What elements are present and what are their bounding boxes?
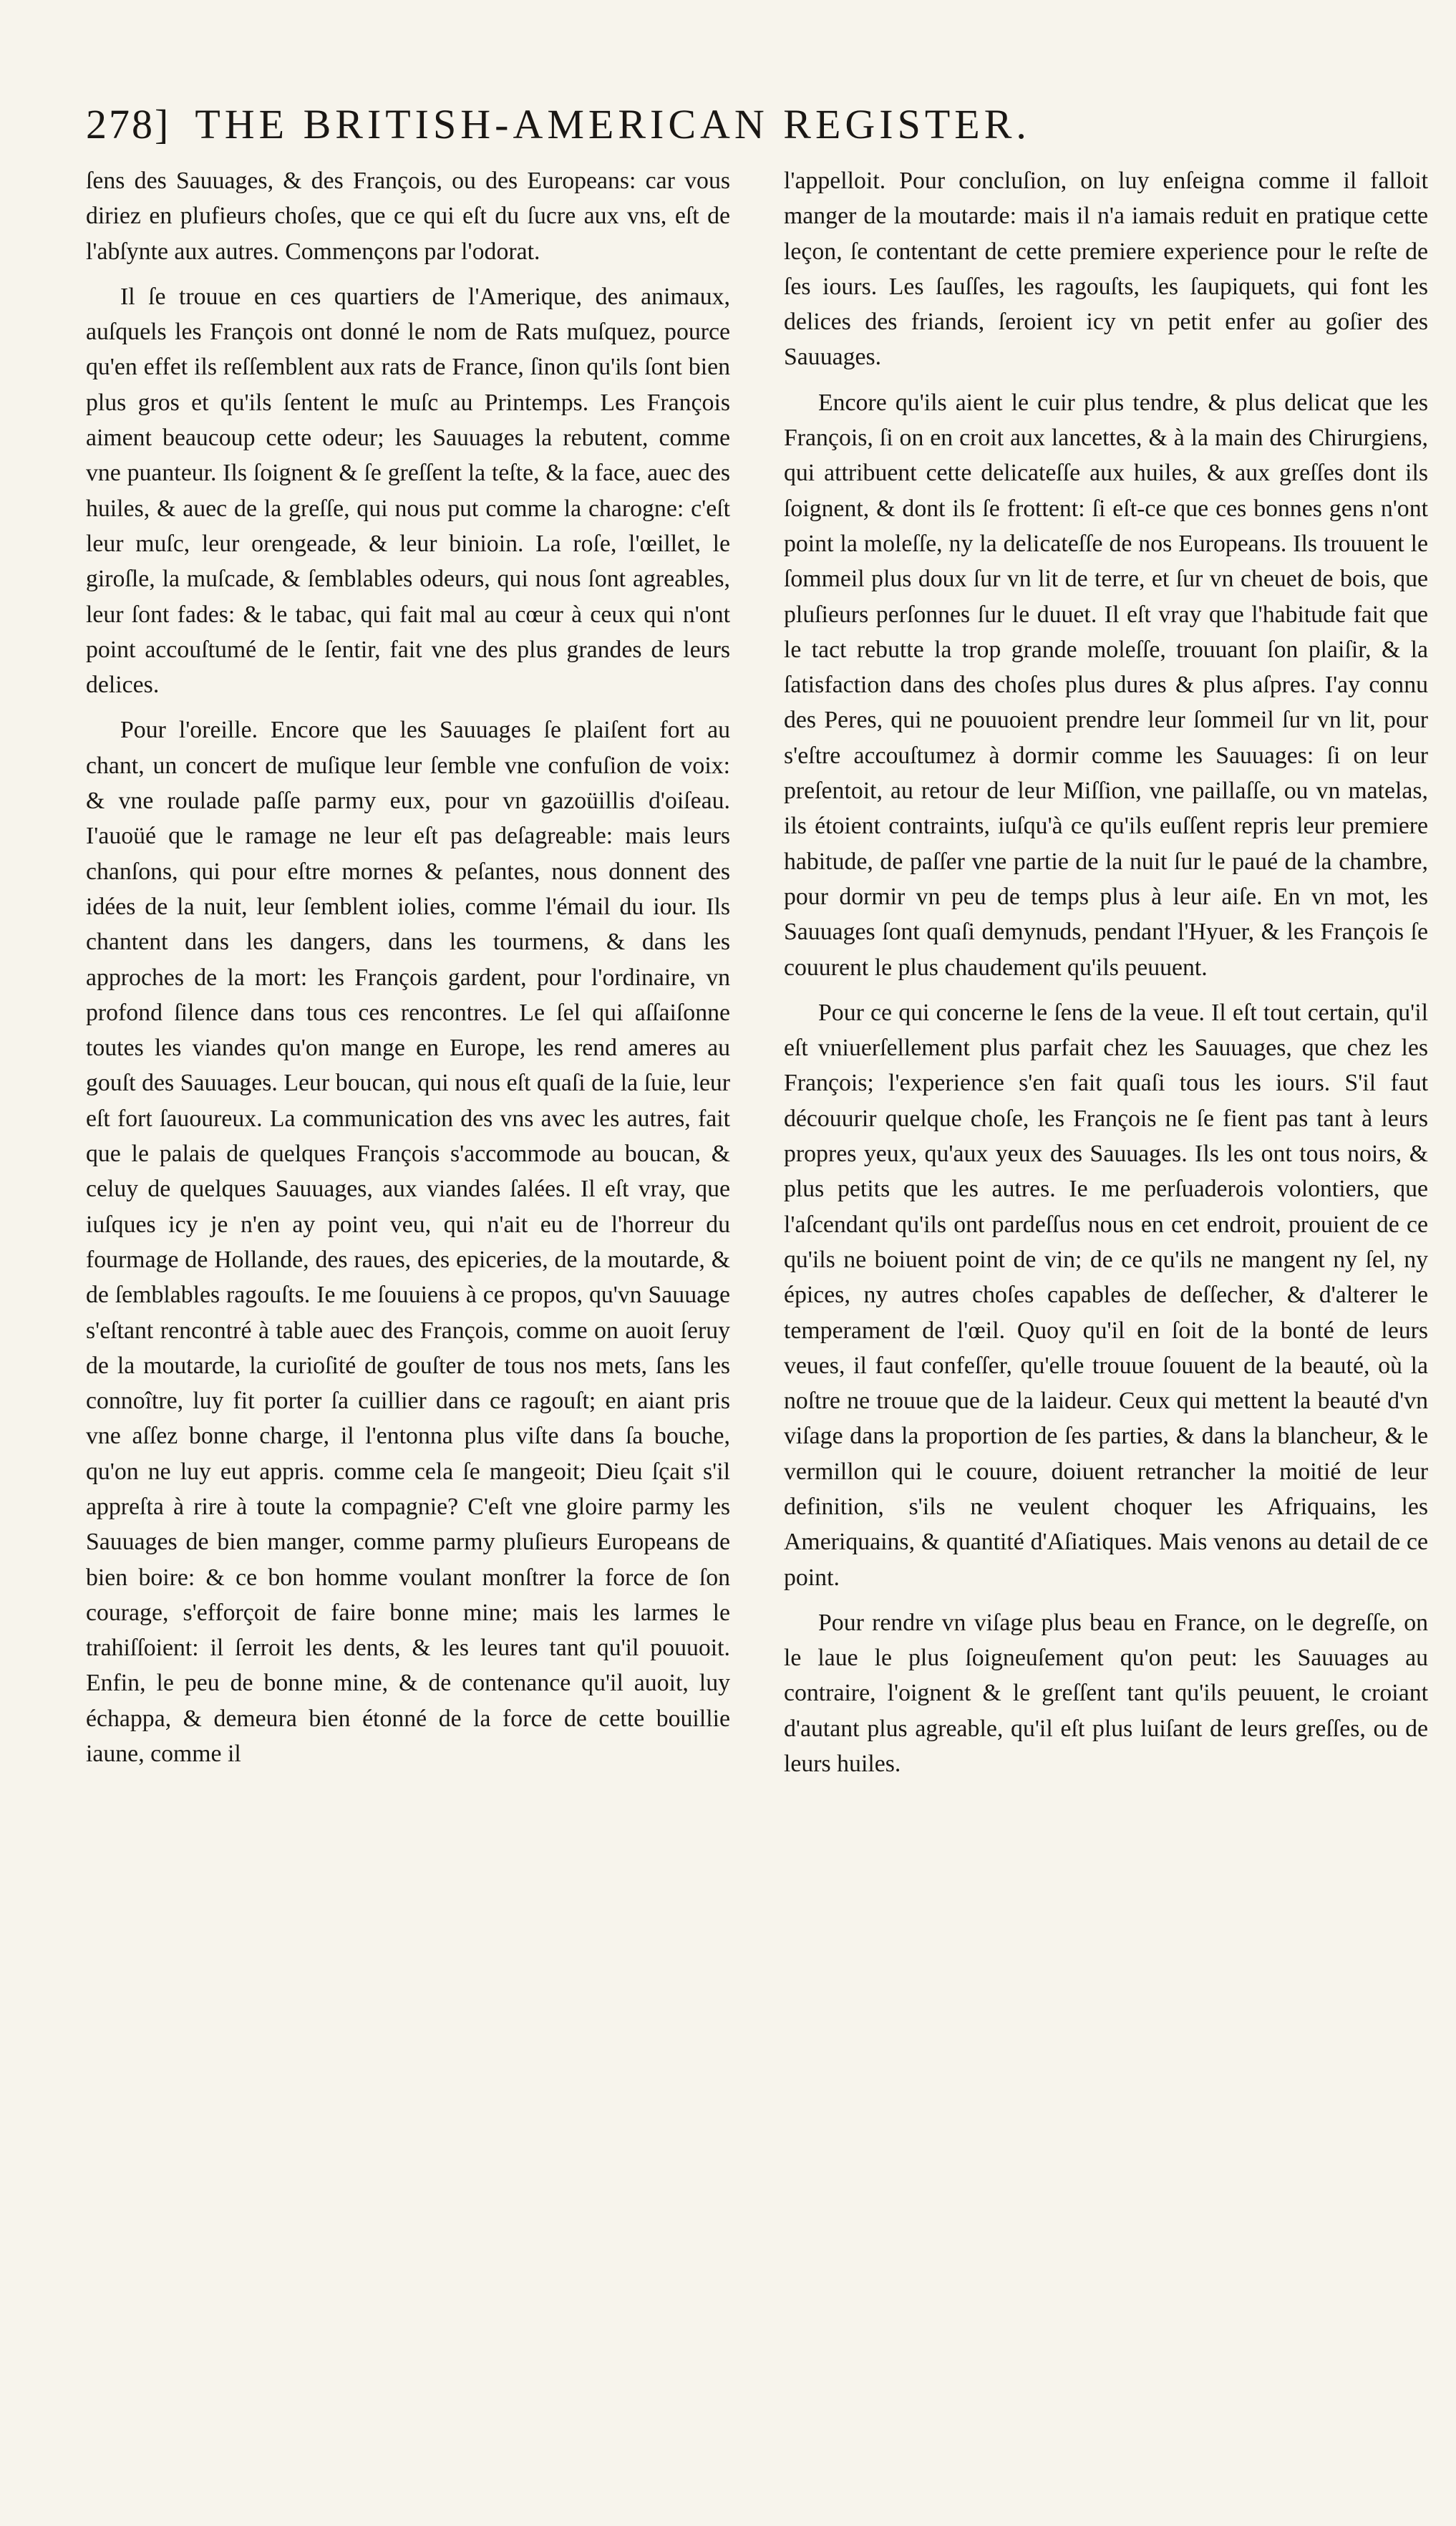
left-column bbox=[86, 163, 730, 1771]
paragraph: Encore qu'ils aient le cuir plus tendre, & plus delicat que les François, ſi on en croit aux lancettes, & à la main des Chirurgiens, qui attribuent cette delicateſſe aux huiles, & aux greſſes dont ils ſoignent, & dont ils ſe frottent: ſi eſt-ce que ces bonnes gens n'ont point la moleſſe, ny la delicateſſe de nos Europeans. Ils trouuent le ſommeil plus doux ſur vn lit de terre, et ſur vn cheuet de bois, que pluſieurs perſonnes ſur le duuet. Il eſt vray que l'habitude fait que le tact rebutte la trop grande moleſſe, trouuant ſon plaiſir, & la ſatisfaction dans des choſes plus dures & plus aſpres. I'ay connu des Peres, qui ne pouuoient prendre leur ſommeil ſur vn lit, pour s'eſtre accouſtumez à dormir comme les Sauuages: ſi on leur preſentoit, au retour de leur Miſſion, vne paillaſſe, ou vn matelas, ils étoient contraints, iuſqu'à ce qu'ils euſſent repris leur premiere habitude, de paſſer vne partie de la nuit ſur le paué de la chambre, pour dormir vn peu de temps plus à leur aiſe. En vn mot, les Sauuages ſont quaſi demynuds, pendant l'Hyuer, & les François ſe couurent le plus chaudement qu'ils peuuent. bbox=[784, 389, 1428, 981]
page-number: 278] bbox=[86, 101, 171, 147]
running-title: THE BRITISH-AMERICAN REGISTER. bbox=[195, 101, 1031, 147]
paragraph: Pour ce qui concerne le ſens de la veue. Il eſt tout certain, qu'il eſt vniuerſellement plus parfait chez les Sauuages, que chez les François; l'experience s'en fait quaſi tous les iours. S'il faut découurir quelque choſe, les François ne ſe fient pas tant à leurs propres yeux, qu'aux yeux des Sauuages. Ils les ont tous noirs, & plus petits que les autres. Ie me perſuaderois volontiers, que l'aſcendant qu'ils ont pardeſſus nous en cet endroit, prouient de ce qu'ils ne boiuent point de vin; de ce qu'ils ne mangent ny ſel, ny épices, ny autres choſes capables de deſſecher, & d'alterer le temperament de l'œil. Quoy qu'il en ſoit de la bonté de leurs veues, il faut confeſſer, qu'elle trouue ſouuent de la beauté, où la noſtre ne trouue que de la laideur. Ceux qui mettent la beauté d'vn viſage dans la proportion de ſes parties, & dans la blancheur, & le vermillon qui le couure, doiuent retrancher la moitié de leur definition, s'ils ne veulent choquer les Afriquains, les Ameriquains, & quantité d'Aſiatiques. Mais venons au detail de ce point. bbox=[784, 999, 1428, 1591]
paragraph: l'appelloit. Pour concluſion, on luy enſeigna comme il falloit manger de la moutarde: mais il n'a iamais reduit en pratique cette leçon, ſe contentant de cette premiere experience pour le reſte de ſes iours. Les ſauſſes, les ragouſts, les ſaupiquets, qui font les delices des friands, ſeroient icy vn petit enfer au goſier des Sauuages. bbox=[784, 168, 1428, 371]
paragraph: ſens des Sauuages, & des François, ou des Europeans: car vous diriez en plufieurs choſes, que ce qui eſt du ſucre aux vns, eſt de l'abſynte aux autres. Commençons par l'odorat. bbox=[86, 168, 730, 265]
page-header bbox=[86, 100, 1231, 158]
right-column bbox=[784, 163, 1428, 1781]
paragraph: Pour rendre vn viſage plus beau en France, on le degreſſe, on le laue le plus ſoigneuſement qu'on peut: les Sauuages au contraire, l'oignent & le greſſent tant qu'ils peuuent, le croiant d'autant plus agreable, qu'il eſt plus luiſant de leurs greſſes, ou de leurs huiles. bbox=[784, 1609, 1428, 1778]
paragraph: Il ſe trouue en ces quartiers de l'Amerique, des animaux, auſquels les François ont donné le nom de Rats muſquez, pource qu'en effet ils reſſemblent aux rats de France, ſinon qu'ils ſont bien plus gros et qu'ils ſentent le muſc au Printemps. Les François aiment beaucoup cette odeur; les Sauuages la rebutent, comme vne puanteur. Ils ſoignent & ſe greſſent la teſte, & la face, auec des huiles, & auec de la greſſe, qui nous put comme la charogne: c'eſt leur muſc, leur orengeade, & leur binioin. La roſe, l'œillet, le giroſle, la muſcade, & ſemblables odeurs, qui nous ſont agreables, leur ſont fades: & le tabac, qui fait mal au cœur à ceux qui n'ont point accouſtumé de le ſentir, fait vne des plus grandes de leurs delices. bbox=[86, 283, 730, 699]
paragraph: Pour l'oreille. Encore que les Sauuages ſe plaiſent fort au chant, un concert de muſique leur ſemble vne confuſion de voix: & vne roulade paſſe parmy eux, pour vn gazoüillis d'oiſeau. I'auoüé que le ramage ne leur eſt pas deſagreable: mais leurs chanſons, qui pour eſtre mornes & peſantes, nous donnent des idées de la nuit, leur ſemblent iolies, comme l'émail du iour. Ils chantent dans les dangers, dans les tourmens, & dans les approches de la mort: les François gardent, pour l'ordinaire, vn profond ſilence dans tous ces rencontres. Le ſel qui aſſaiſonne toutes les viandes qu'on mange en Europe, les rend ameres au gouſt des Sauuages. Leur boucan, qui nous eſt quaſi de la ſuie, leur eſt fort ſauoureux. La communication des vns avec les autres, fait que le palais de quelques François s'accommode au boucan, & celuy de quelques Sauuages, aux viandes ſalées. Il eſt vray, que iuſques icy je n'en ay point veu, qui n'ait eu de l'horreur du fourmage de Hollande, des raues, des epiceries, de la moutarde, & de ſemblables ragouſts. Ie me ſouuiens à ce propos, qu'vn Sauuage s'eſtant rencontré à table auec des François, comme on auoit ſeruy de la moutarde, la curioſité de gouſter de tous nos mets, ſans les connoître, luy fit porter ſa cuillier dans ce ragouſt; en aiant pris vne aſſez bonne charge, il l'entonna plus viſte dans ſa bouche, qu'on ne luy eut appris. comme cela ſe mangeoit; Dieu ſçait s'il appreſta à rire à toute la compagnie? C'eſt vne gloire parmy les Sauuages de bien manger, comme parmy pluſieurs Europeans de bien boire: & ce bon homme voulant monſtrer la force de ſon courage, s'efforçoit de faire bonne mine; mais les larmes le trahiſſoient: il ſerroit les dents, & les leures tant qu'il pouuoit. Enfin, le peu de bonne mine, & de contenance qu'il auoit, luy échappa, & demeura bien étonné de la force de cette bouillie iaune, comme il bbox=[86, 717, 730, 1768]
